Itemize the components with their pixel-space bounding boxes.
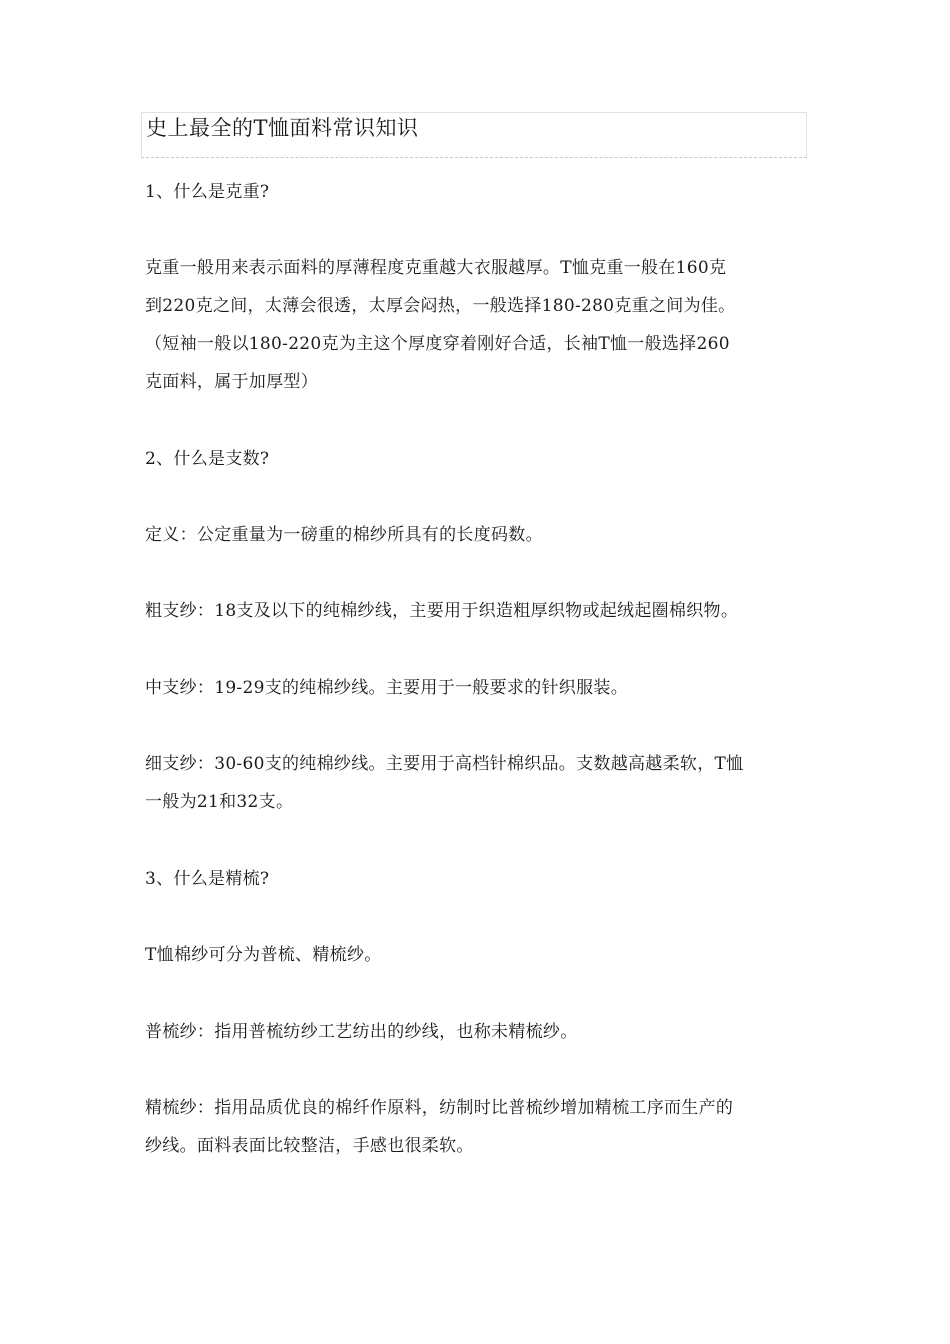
paragraph-line: T恤棉纱可分为普梳、精梳纱。 bbox=[145, 945, 382, 965]
paragraph-line: 一般为21和32支。 bbox=[145, 792, 294, 812]
paragraph-line: 到220克之间，太薄会很透，太厚会闷热，一般选择180-280克重之间为佳。 bbox=[145, 296, 736, 316]
paragraph-line: 克面料，属于加厚型） bbox=[145, 372, 318, 392]
heading-weight: 1、什么是克重? bbox=[145, 182, 270, 202]
heading-combed: 3、什么是精梳? bbox=[145, 869, 270, 889]
paragraph-line: 纱线。面料表面比较整洁，手感也很柔软。 bbox=[145, 1136, 474, 1156]
heading-yarn-count: 2、什么是支数? bbox=[145, 449, 270, 469]
paragraph-line: 细支纱：30-60支的纯棉纱线。主要用于高档针棉织品。支数越高越柔软，T恤 bbox=[145, 754, 744, 774]
paragraph-line: （短袖一般以180-220克为主这个厚度穿着刚好合适，长袖T恤一般选择260 bbox=[145, 334, 730, 354]
paragraph-line: 粗支纱：18支及以下的纯棉纱线，主要用于织造粗厚织物或起绒起圈棉织物。 bbox=[145, 601, 739, 621]
paragraph-line: 精梳纱：指用品质优良的棉纤作原料，纺制时比普梳纱增加精梳工序而生产的 bbox=[145, 1098, 734, 1118]
paragraph-line: 普梳纱：指用普梳纺纱工艺纺出的纱线，也称未精梳纱。 bbox=[145, 1022, 578, 1042]
document-title: 史上最全的T恤面料常识知识 bbox=[146, 116, 419, 140]
paragraph-line: 克重一般用来表示面料的厚薄程度克重越大衣服越厚。T恤克重一般在160克 bbox=[145, 258, 727, 278]
title-box bbox=[141, 112, 807, 158]
paragraph-line: 中支纱：19-29支的纯棉纱线。主要用于一般要求的针织服装。 bbox=[145, 678, 629, 698]
paragraph-line: 定义：公定重量为一磅重的棉纱所具有的长度码数。 bbox=[145, 525, 543, 545]
